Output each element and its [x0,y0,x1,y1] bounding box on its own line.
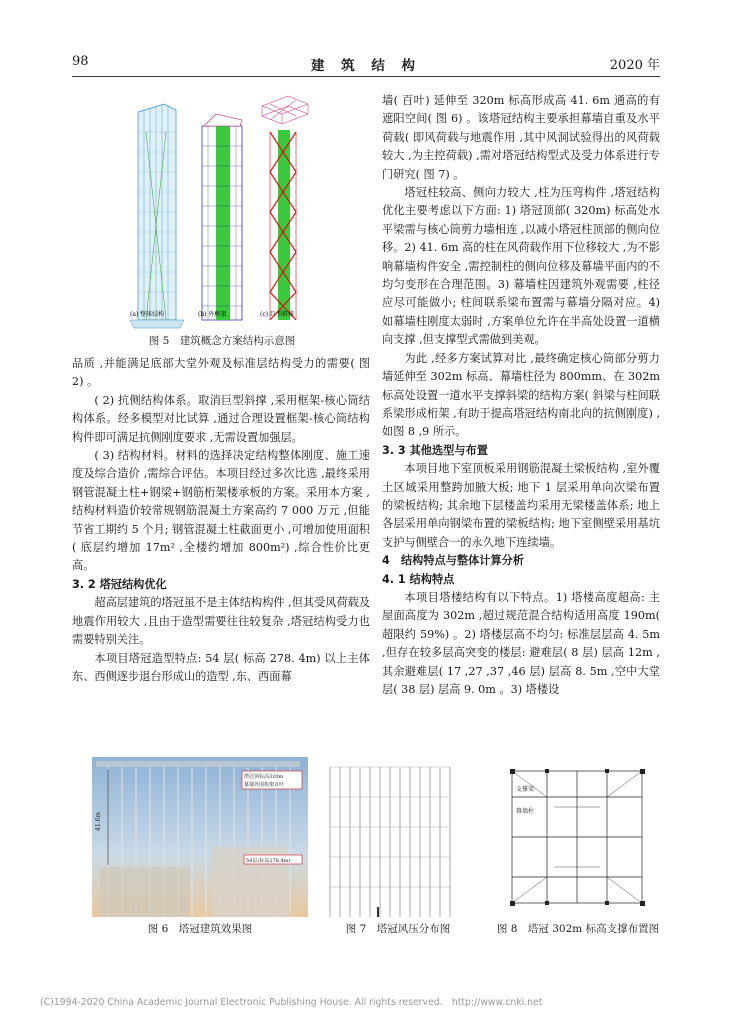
right-column [382,92,660,699]
left-col-paragraph: 超高层建筑的塔冠虽不是主体结构构件 ,但其受风荷载及地震作用较大 ,且由于造型需要往往较复杂 ,塔冠结构受力也需要特别关注。 [72,596,371,647]
fig8-label-beam: 支撑梁 [516,786,535,793]
right-col-paragraph: 为此 ,经多方案试算对比 ,最终确定核心筒部分剪力墙延伸至 302m 标高、幕墙柱径为 800mm、在 302m 标高处设置一道水平支撑斜梁的结构方案( 斜梁与柱间联系梁形成桁架 ,有助于提高塔冠结构南北向的抗侧刚度) ,如图 8 ,9 所示。 [382,351,660,439]
header-rule [72,76,660,77]
left-col-paragraph: 品质 ,并能满足底部大堂外观及标准层结构受力的需要( 图 2) 。 [72,357,370,389]
fig6-top-label-2: 幕墙外围构架百叶 [244,782,285,788]
right-col-heading: 4. 1 结构特点 [382,572,455,586]
copyright-footer: (C)1994-2020 China Academic Journal Electronic Publishing House. All rights reserved. http://www.cnki.net [40,997,543,1008]
fig7-caption: 图 7 塔冠风压分布图 [345,923,451,935]
fig8-label-column: 幕墙柱 [516,808,535,815]
model-c-mega-brace [262,96,308,320]
fig5-label-b: (b) 外框架 [198,311,227,318]
fig5-label-c: (c) 巨型斜撑 [260,311,294,318]
fig5-caption: 图 5 建筑概念方案结构示意图 [148,335,296,347]
figure-5 [120,92,325,332]
figure-6 [92,757,308,917]
page-number: 98 [72,54,89,69]
left-col-paragraph: 本项目塔冠造型特点: 54 层( 标高 278. 4m) 以上主体东、西侧逐步退台形成山的造型 ,东、西面幕 [72,651,370,683]
right-col-paragraph: 墙( 百叶) 延伸至 320m 标高形成高 41. 6m 通高的有遮阳空间( 图 6) 。该塔冠结构主要承担幕墙自重及水平荷载( 即风荷载与地震作用 ,其中风洞试验得出的风荷载较大 ,为主控荷载) ,需对塔冠结构型式及受力体系进行专门研究( 图 7) 。 [382,94,660,181]
page-header [72,54,660,76]
right-col-paragraph: 塔冠柱较高、侧向力较大 ,柱为压弯构件 ,塔冠结构优化主要考虑以下方面: 1) 塔冠顶部( 320m) 标高处水平梁需与核心筒剪力墙相连 ,以减小塔冠柱顶部的侧向位移。2) 41. 6m 高的柱在风荷载作用下位移较大 ,为不影响幕墙构件安全 ,需控制柱的侧向位移及幕墙平面内的不均匀变形在合理范围。3) 幕墙柱因建筑外观需要 ,柱径应尽可能做小; 柱间联系梁布置需与幕墙分隔对应。4) 如幕墙柱刚度太弱时 ,方案单位允许在半高处设置一道横向支撑 ,但支撑型式需做到美观。 [382,186,660,347]
fig6-floor-label: 54层(标高278.4m) [246,858,291,864]
fig6-height-label: 41.6m [95,811,102,831]
year: 2020 年 [609,58,660,73]
model-b-outer-frame [202,114,242,320]
left-column [72,355,370,686]
right-col-heading: 3. 3 其他选型与布置 [382,443,488,457]
right-col-paragraph: 本项目地下室顶板采用钢筋混凝土梁板结构 ,室外覆土区域采用整跨加腋大板; 地下 1 层采用单向次梁布置的梁板结构; 其余地下层楼盖均采用无梁楼盖体系; 地上各层采用单向钢梁布置的梁板结构; 地下室侧壁采用基坑支护与侧壁合一的永久地下连续墙。 [382,462,660,549]
right-col-heading: 4 结构特点与整体计算分析 [382,554,525,568]
left-col-heading: 3. 2 塔冠结构优化 [72,577,167,591]
figure-8 [492,757,662,917]
fig5-label-a: (a) 整体结构 [130,311,165,318]
model-a-overall [130,104,184,328]
fig8-caption: 图 8 塔冠 302m 标高支撑布置图 [496,923,660,935]
left-col-paragraph: ( 3) 结构材料。材料的选择决定结构整体刚度、施工速度及综合造价 ,需综合评估。本项目经过多次比选 ,最终采用钢管混凝土柱+钢梁+钢筋桁架楼承板的方案。采用本方案 ,结构材料造价较常规钢筋混凝土方案高约 7 000 万元 ,但能节省工期约 5 个月; 钢管混凝土柱截面更小 ,可增加使用面积( 底层约增加 17m² ,全楼约增加 800m²) ,综合性价比更高。 [72,449,370,573]
left-col-paragraph: ( 2) 抗侧结构体系。取消巨型斜撑 ,采用框架-核心筒结构体系。经多模型对比试算 ,通过合理设置框架-核心筒结构构件即可满足抗侧刚度要求 ,无需设置加强层。 [72,393,370,444]
fig6-caption: 图 6 塔冠建筑效果图 [147,923,253,935]
journal-title: 建 筑 结 构 [310,58,422,74]
fig6-top-label: 塔冠顶标高320m [244,774,284,780]
right-col-paragraph: 本项目塔楼结构有以下特点。1) 塔楼高度超高: 主屋面高度为 302m ,超过规范混合结构适用高度 190m( 超限约 59%) 。2) 塔楼层高不均匀: 标准层层高 4. 5m ,但存在较多层高突变的楼层: 避难层( 8 层) 层高 12m ,其余避难层( 17 ,27 ,37 ,46 层) 层高 8. 5m ,空中大堂层( 38 层) 层高 9. 0m 。3) 塔楼设 [382,590,660,696]
figure-7 [318,757,478,917]
